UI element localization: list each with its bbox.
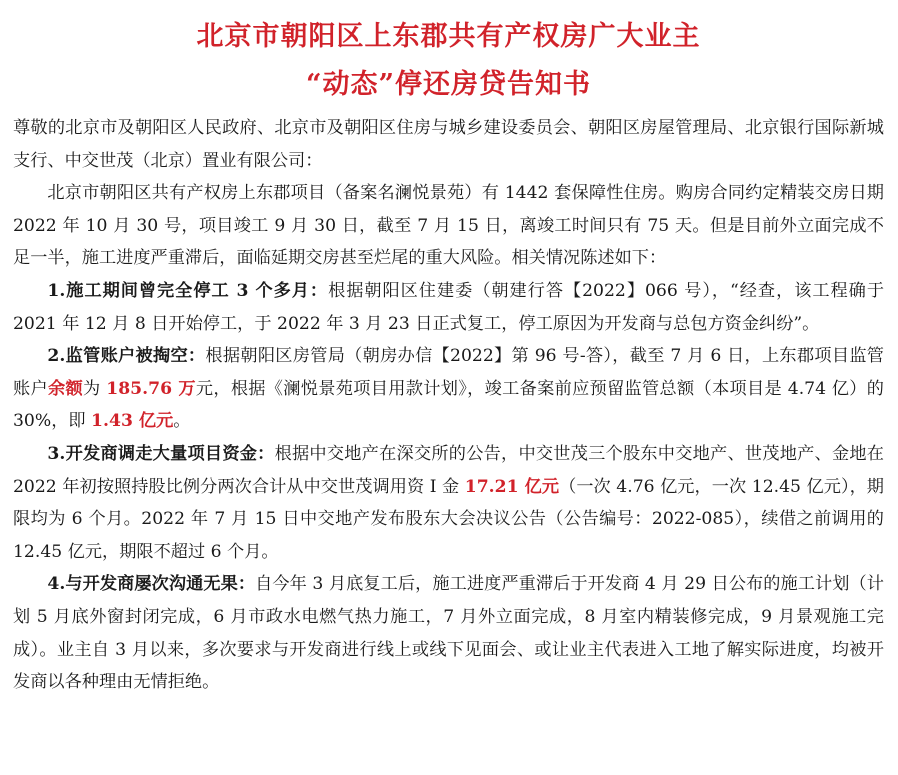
section-2-highlight-balance-amount: 185.76 万 [106,378,196,399]
title-line-1: 北京市朝阳区上东郡共有产权房广大业主 [196,21,701,52]
salutation: 尊敬的北京市及朝阳区人民政府、北京市及朝阳区住房与城乡建设委员会、朝阳区房屋管理局、北京银行国际新城支行、中交世茂（北京）置业有限公司： [13,118,884,171]
section-3-text-a: 根据中交地产在深交所的公告，中交世茂三个股东中交地产、世茂地产、金地在 2022 年初按照持股比例分两次合计从中交世茂调用资 I 金 [13,443,884,497]
section-2-highlight-reserve-amount: 1.43 亿元 [91,411,174,432]
section-2-highlight-balance-label: 余额 [48,378,83,399]
section-3-highlight-funds: 17.21 亿元 [464,476,560,497]
notice-document [0,13,898,775]
section-3-text-b: （一次 4.76 亿元，一次 12.45 亿元），期限均为 6 个月。2022 年 7 月 15 日中交地产发布股东大会决议公告（公告编号：2022-085），续借之前调用的 12.45 亿元，期限不超过 6 个月。 [13,476,884,562]
intro-paragraph: 北京市朝阳区共有产权房上东郡项目（备案名澜悦景苑）有 1442 套保障性住房。购房合同约定精装交房日期 2022 年 10 月 30 号，项目竣工 9 月 30 日，截至 7 月 15 日，离竣工时间只有 75 天。但是目前外立面完成不足一半，施工进度严重滞后，面临延期交房甚至烂尾的重大风险。相关情况陈述如下： [13,183,884,269]
section-2-text-b: 为 [83,378,107,399]
section-4-heading: 4.与开发商屡次沟通无果： [47,574,256,595]
section-3-heading: 3.开发商调走大量项目资金： [47,443,275,464]
section-4 [13,568,884,698]
section-2-heading: 2.监管账户被掏空： [47,346,206,367]
title-line-2: “动态”停还房贷告知书 [305,69,592,100]
section-2 [13,340,884,438]
section-2-text-a: 根据朝阳区房管局（朝房办信【2022】第 96 号-答），截至 7 月 6 日，上东郡项目监管账户 [13,346,884,399]
section-2-text-d: 。 [173,411,191,432]
section-1-heading: 1.施工期间曾完全停工 3 个多月： [47,280,329,301]
section-2-text-c: 元，根据《澜悦景苑项目用款计划》，竣工备案前应预留监管总额（本项目是 4.74 亿）的 30%，即 [13,378,884,432]
section-1-text: 根据朝阳区住建委（朝建行答【2022】066 号），“经查，该工程确于 2021 年 12 月 8 日开始停工，于 2022 年 3 月 23 日正式复工，停工原因为开发商与总包方资金纠纷”。 [13,280,885,334]
section-4-text: 自今年 3 月底复工后，施工进度严重滞后于开发商 4 月 29 日公布的施工计划（计划 5 月底外窗封闭完成，6 月市政水电燃气热力施工，7 月外立面完成，8 月室内精装修完成，9 月景观施工完成）。业主自 3 月以来，多次要求与开发商进行线上或线下见面会、或让业主代表进入工地了解实际进度，均被开发商以各种理由无情拒绝。 [13,574,884,693]
section-3 [13,438,884,568]
section-1 [13,275,884,340]
